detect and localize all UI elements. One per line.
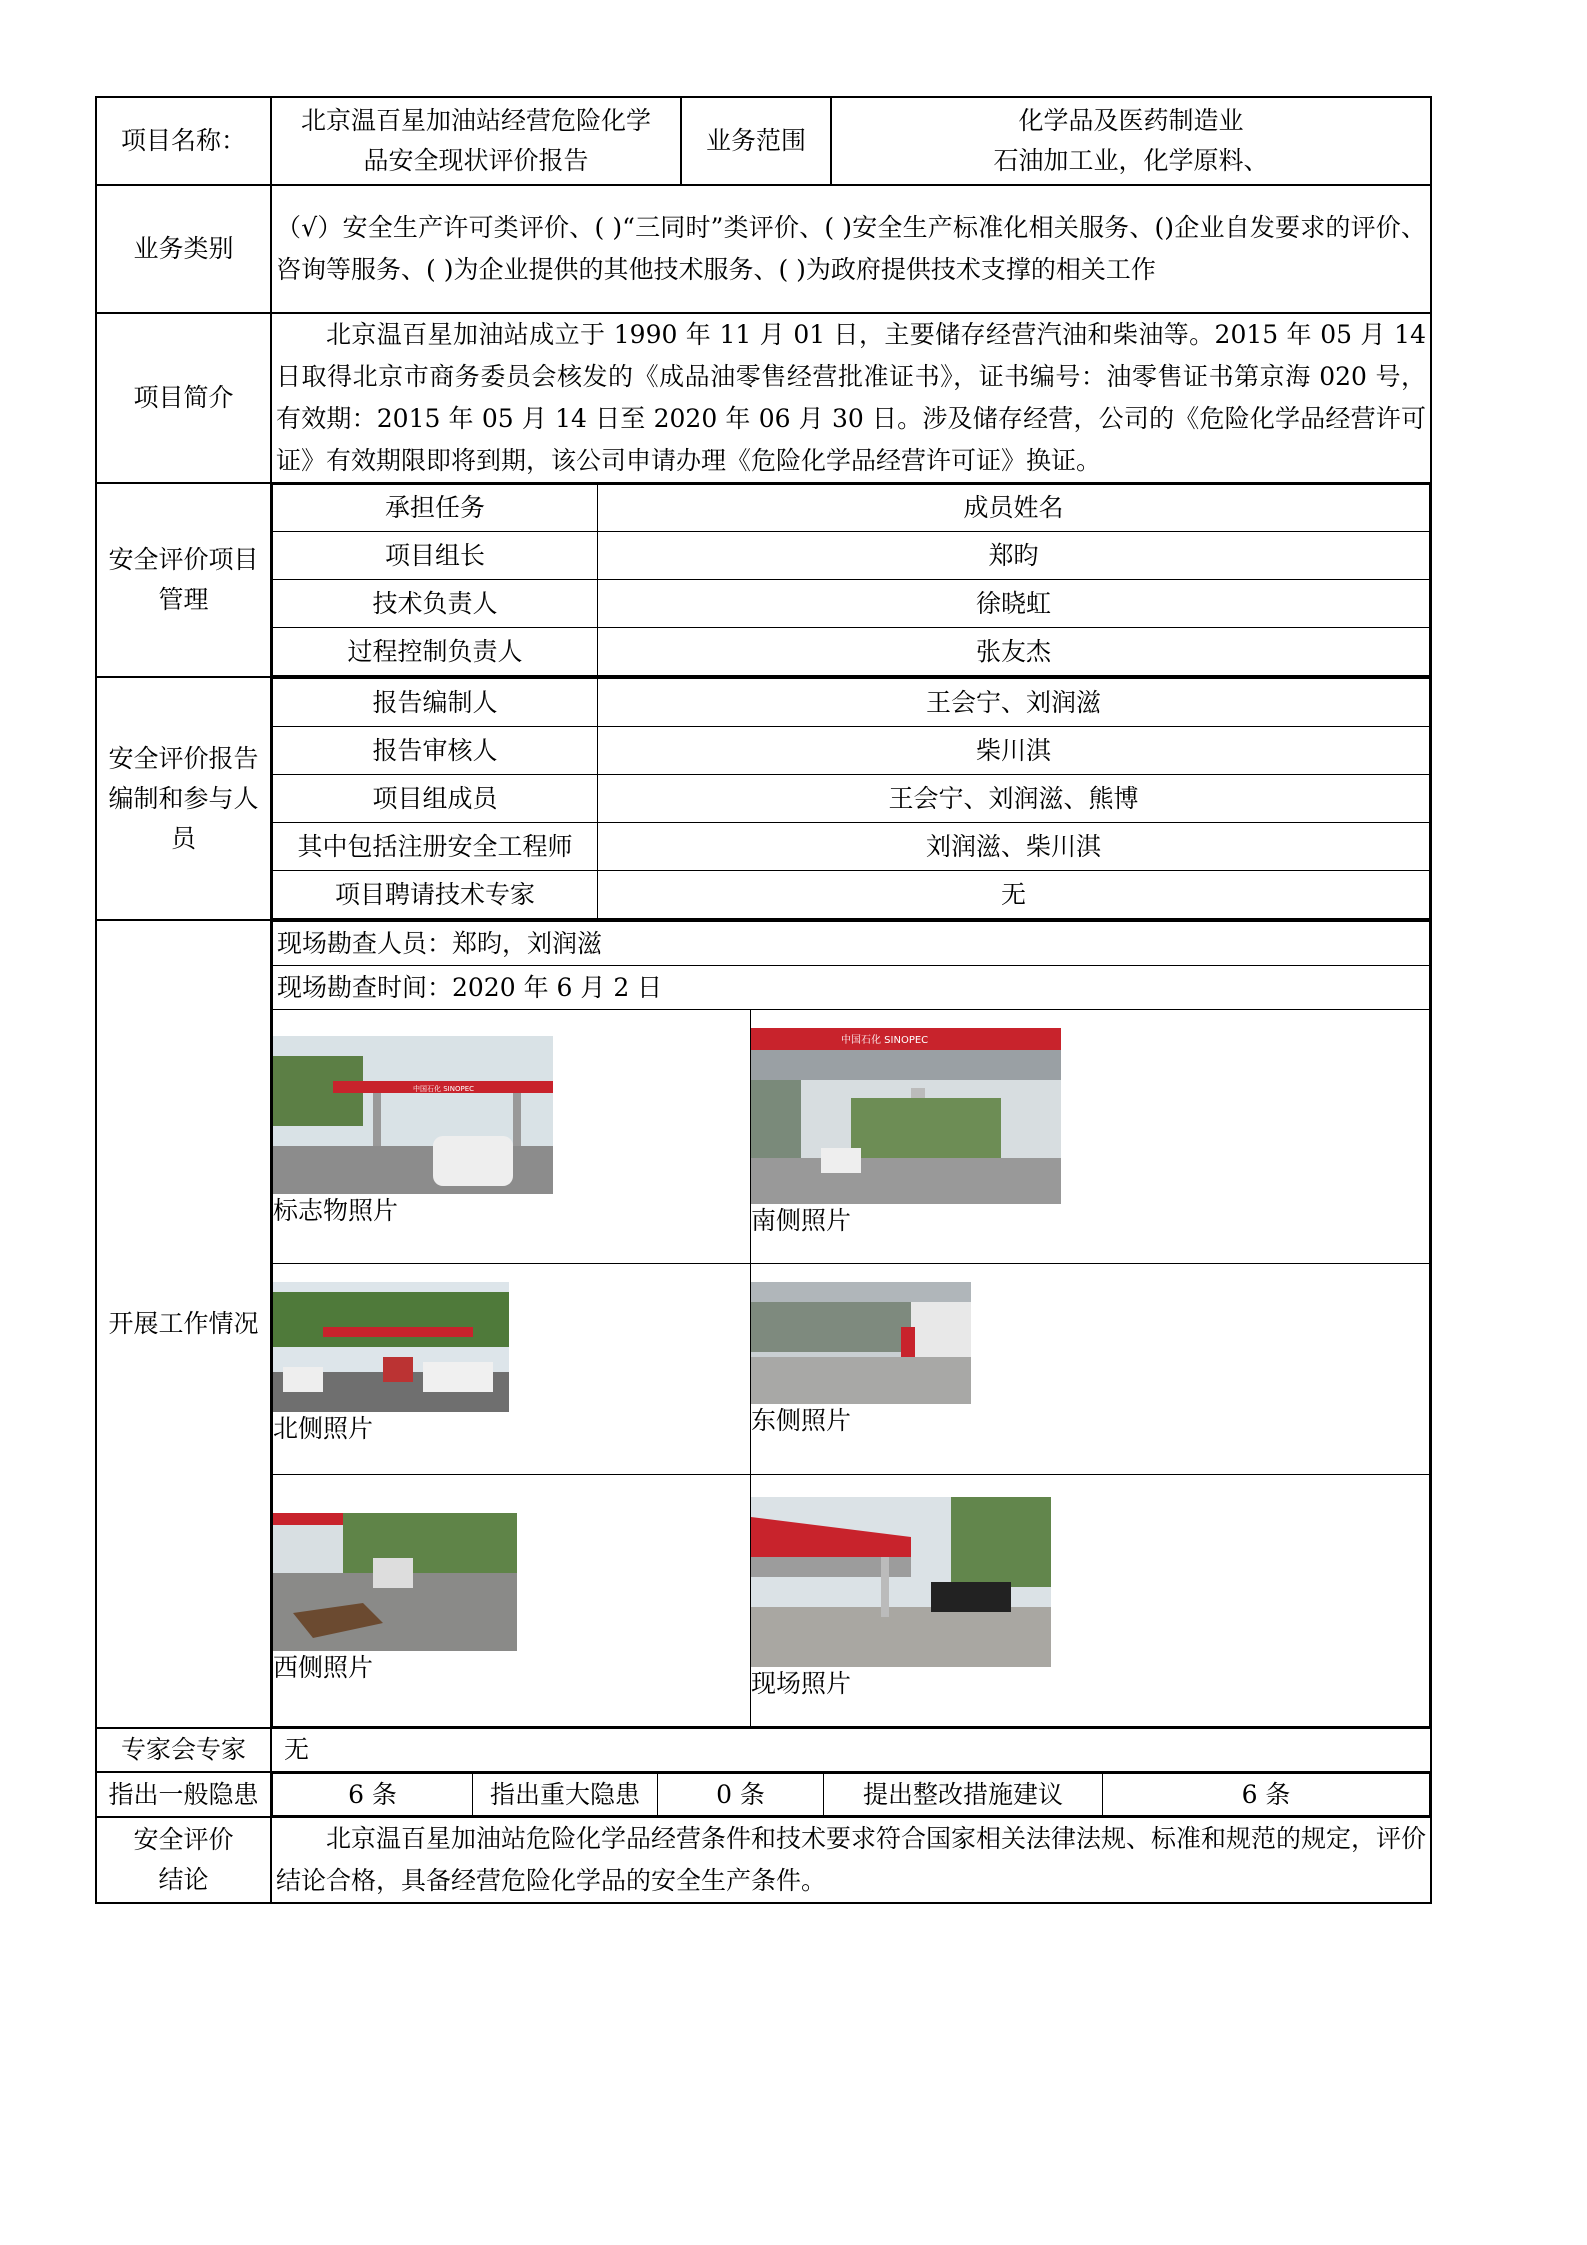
management-label: 安全评价项目 管理 [96, 483, 271, 677]
work-label: 开展工作情况 [96, 920, 271, 1728]
suggest-label: 提出整改措施建议 [824, 1774, 1103, 1816]
general-hazard-label: 指出一般隐患 [96, 1772, 271, 1817]
staff-label: 安全评价报告 编制和参与人 员 [96, 677, 271, 920]
photo-cell [751, 1010, 1430, 1264]
photo-caption: 西侧照片 [273, 1653, 374, 1682]
staff-task: 其中包括注册安全工程师 [273, 823, 598, 871]
major-hazard-value: 0 条 [658, 1774, 824, 1816]
conclusion-text: 北京温百星加油站危险化学品经营条件和技术要求符合国家相关法律法规、标准和规范的规定，评价结论合格，具备经营危险化学品的安全生产条件。 [271, 1817, 1431, 1903]
management-task: 项目组长 [273, 532, 598, 580]
evaluation-form [95, 96, 1430, 1904]
staff-task: 报告审核人 [273, 727, 598, 775]
suggest-value: 6 条 [1103, 1774, 1430, 1816]
intro-label: 项目简介 [96, 313, 271, 483]
photo-caption: 北侧照片 [273, 1414, 374, 1443]
scope-label: 业务范围 [681, 97, 831, 185]
photo-caption: 南侧照片 [751, 1206, 852, 1235]
photo-caption: 东侧照片 [751, 1406, 852, 1435]
landmark-sign: 中国石化 SINOPEC [413, 1085, 475, 1093]
management-col-task: 承担任务 [273, 485, 598, 532]
photo-caption: 标志物照片 [273, 1196, 399, 1225]
staff-member: 柴川淇 [598, 727, 1430, 775]
expert-label: 专家会专家 [96, 1728, 271, 1772]
photo-cell [751, 1475, 1430, 1727]
photo-cell [273, 1010, 751, 1264]
staff-task: 项目组成员 [273, 775, 598, 823]
photo-cell [751, 1264, 1430, 1475]
form-table [95, 96, 1432, 1904]
south-sign: 中国石化 SINOPEC [841, 1035, 929, 1046]
staff-table [272, 678, 1430, 919]
general-hazard-value: 6 条 [273, 1774, 473, 1816]
photo-cell [273, 1475, 751, 1727]
category-text: （√）安全生产许可类评价、( )“三同时”类评价、( )安全生产标准化相关服务、()企业自发要求的评价、咨询等服务、( )为企业提供的其他技术服务、( )为政府提供技术支撑的相关工作 [271, 185, 1431, 313]
management-task: 技术负责人 [273, 580, 598, 628]
staff-task: 项目聘请技术专家 [273, 871, 598, 919]
west-photo [273, 1513, 517, 1651]
photo-caption: 现场照片 [751, 1669, 852, 1698]
expert-value: 无 [271, 1728, 1431, 1772]
inspect-time: 现场勘查时间：2020 年 6 月 2 日 [273, 966, 1430, 1010]
management-member: 徐晓虹 [598, 580, 1430, 628]
project-name: 北京温百星加油站经营危险化学 品安全现状评价报告 [271, 97, 681, 185]
management-table [272, 484, 1430, 676]
scope-value: 化学品及医药制造业 石油加工业，化学原料、 [831, 97, 1431, 185]
landmark-photo [273, 1036, 553, 1194]
work-table [272, 921, 1430, 1727]
site-photo [751, 1497, 1051, 1667]
staff-task: 报告编制人 [273, 679, 598, 727]
staff-member: 王会宁、刘润滋 [598, 679, 1430, 727]
staff-member: 无 [598, 871, 1430, 919]
hazards-table [272, 1773, 1430, 1816]
photo-cell [273, 1264, 751, 1475]
intro-text: 北京温百星加油站成立于 1990 年 11 月 01 日，主要储存经营汽油和柴油等。2015 年 05 月 14 日取得北京市商务委员会核发的《成品油零售经营批准证书》，证书编号：油零售证书第京海 020 号，有效期：2015 年 05 月 14 日至 2020 年 06 月 30 日。涉及储存经营，公司的《危险化学品经营许可证》有效期限即将到期，该公司申请办理《危险化学品经营许可证》换证。 [271, 313, 1431, 483]
management-member: 张友杰 [598, 628, 1430, 676]
major-hazard-label: 指出重大隐患 [473, 1774, 658, 1816]
management-col-member: 成员姓名 [598, 485, 1430, 532]
management-task: 过程控制负责人 [273, 628, 598, 676]
inspectors: 现场勘查人员：郑昀，刘润滋 [273, 922, 1430, 966]
east-photo [751, 1282, 971, 1404]
project-name-label: 项目名称： [96, 97, 271, 185]
north-photo [273, 1282, 509, 1412]
staff-member: 王会宁、刘润滋、熊博 [598, 775, 1430, 823]
management-member: 郑昀 [598, 532, 1430, 580]
staff-member: 刘润滋、柴川淇 [598, 823, 1430, 871]
conclusion-label: 安全评价 结论 [96, 1817, 271, 1903]
south-photo [751, 1028, 1061, 1204]
category-label: 业务类别 [96, 185, 271, 313]
